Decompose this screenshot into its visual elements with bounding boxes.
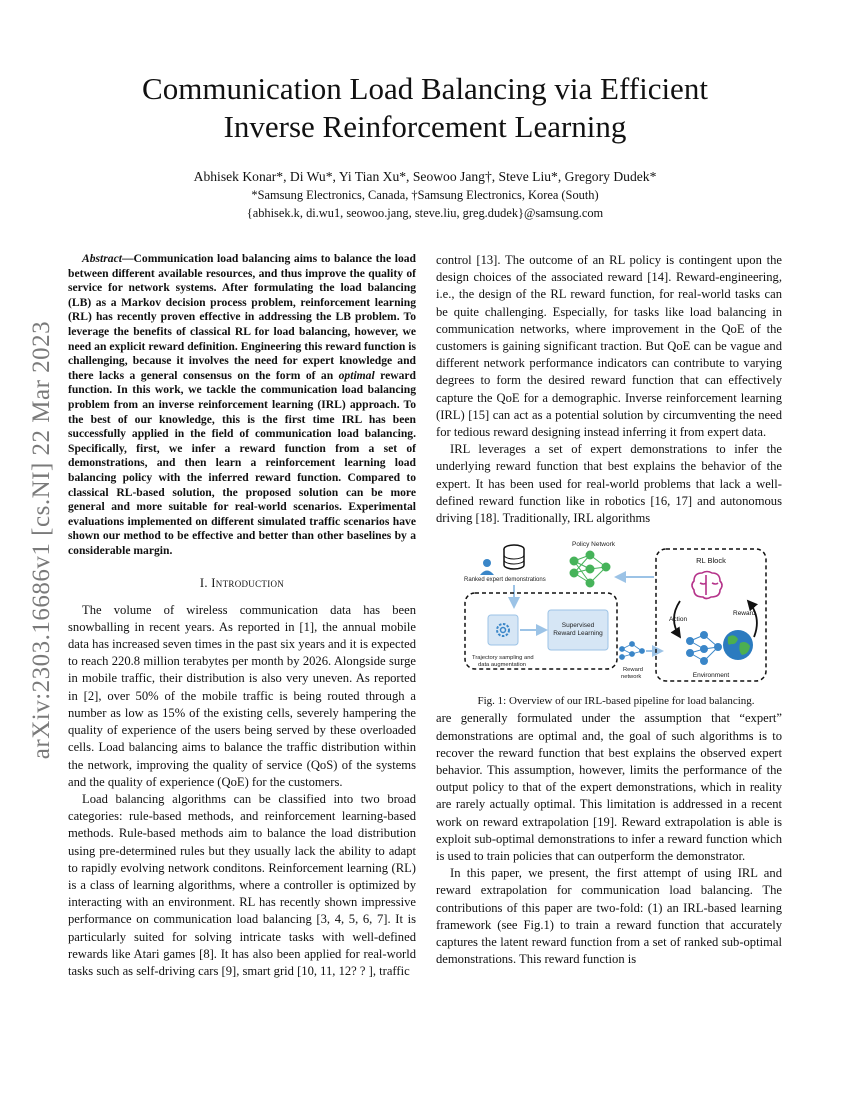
label-supervised-1: Supervised xyxy=(561,622,595,630)
label-trajectory-2: data augmentation xyxy=(478,662,527,669)
label-reward-network-2: network xyxy=(621,674,642,681)
expert-user-icon xyxy=(480,559,494,575)
policy-network-icon xyxy=(570,551,610,587)
reward-network-icon xyxy=(620,642,645,660)
abstract-label: Abstract xyxy=(82,252,122,265)
brain-icon xyxy=(692,572,722,599)
pipeline-diagram xyxy=(436,539,782,689)
left-column xyxy=(68,252,416,980)
trajectory-gear-box xyxy=(488,615,518,645)
emails: {abhisek.k, di.wu1, seowoo.jang, steve.liu, greg.dudek}@samsung.com xyxy=(246,206,604,220)
intro-paragraph-1: The volume of wireless communication data has been snowballing in recent years. As reported in [1], the annual mobile data has increased seven times in the past six years and it is expected to reach 220.8 million terabytes per month by 2026. Alongside surge in mobile traffic, their distribution is also very uneven. As reported in [2], over 50% of the mobile traffic is being routed through a number as low as 15% of the existing cells, severely hampering the quality of experience of the users being served by these overloaded cells. Load balancing aims to balance the traffic distribution within the network, improving the quality of service (QoS) of the systems and the quality of experience (QoE) for the customers. xyxy=(68,602,416,789)
author-list: Abhisek Konar*, Di Wu*, Yi Tian Xu*, Seowoo Jang†, Steve Liu*, Gregory Dudek* xyxy=(193,169,657,184)
figure-caption: Fig. 1: Overview of our IRL-based pipeline for load balancing. xyxy=(477,695,755,708)
title-line-2: Inverse Reinforcement Learning xyxy=(223,109,627,144)
database-icon xyxy=(504,545,524,569)
label-action: Action xyxy=(669,616,688,624)
label-reward-network-1: Reward xyxy=(623,667,643,674)
arxiv-identifier: arXiv:2303.16686v1 [cs.NI] 22 Mar 2023 xyxy=(28,320,55,760)
label-ranked-demos: Ranked expert demonstrations xyxy=(464,577,546,584)
right-paragraph-2: IRL leverages a set of expert demonstrations to infer the underlying reward function that best explains the behavior of the expert. It has been used for real-world problems that lack a well-defined reward function like in robotics [16, 17] and autonomous driving [18]. Traditionally, IRL algorithms xyxy=(436,442,782,526)
environment-network-icon xyxy=(687,632,722,665)
label-environment: Environment xyxy=(692,672,730,680)
section-heading-introduction: I. Introduction xyxy=(199,576,285,591)
right-paragraph-3: are generally formulated under the assumption that “expert” demonstrations are optimal and, the goal of such algorithms is to recover the reward function that best explains the observed expert behavior. This assumption, however, limits the performance of the output policy to that of the expert demonstrations, which in reality are rarely actually optimal. This limitation is addressed in a recent work on reward extrapolation [19]. Reward extrapolation is able is exploit sub-optimal demonstrations to infer a reward function which is used to train policies that can outperform the demonstrator. xyxy=(436,711,782,864)
globe-icon xyxy=(723,630,753,660)
right-column xyxy=(436,252,782,969)
affiliations: *Samsung Electronics, Canada, †Samsung Electronics, Korea (South) xyxy=(251,188,599,202)
abstract-text: —Communication load balancing aims to balance the load between different available resources, and thus improve the quality of service for network systems. After formulating the load balancing (LB) as a Markov decision process problem, reinforcement learning (RL) has recently proven effective in addressing the LB problem. To leverage the benefits of classical RL for load balancing, however, we need an explicit reward definition. Engineering this reward function is challenging, because it involves the need for expert knowledge and there lacks a general consensus on the form of an optimal reward function. In this work, we tackle the communication load balancing problem from an inverse reinforcement learning (IRL) approach. To the best of our knowledge, this is the first time IRL has been successfully applied in the field of communication load balancing. Specifically, first, we infer a reward function from a set of demonstrations, and then learn a reinforcement learning load balancing policy with the inferred reward function. Compared to classical RL-based solution, the proposed solution can be more general and more suitable for real-world scenarios. Experimental evaluations implemented on different simulated traffic scenarios have shown our method to be effective and better than other baselines by a considerable margin. xyxy=(68,252,416,557)
label-trajectory-1: Trajectory sampling and xyxy=(472,655,534,662)
author-block xyxy=(90,168,760,222)
figure-1 xyxy=(436,539,782,689)
right-paragraph-1: control [13]. The outcome of an RL policy is contingent upon the design choices of the associated reward [14]. Reward-engineering, i.e., the design of the RL reward function, for real-world tasks can be quite challenging. Especially, for tasks like load balancing in communication networks, where improvement in the QoE of the customers is gaining significant traction. But QoE can be vague and different network performance indicators can contribute to varying degrees to form the desired reward function that can effectively capture the QoE for a demographic. Inverse reinforcement learning (IRL) [15] can act as a potential solution by circumventing the need for tedious reward designing instead inferring it from expert data. xyxy=(436,253,782,440)
right-paragraph-4: In this paper, we present, the first attempt of using IRL and reward extrapolation for communication load balancing. The contributions of this paper are two-fold: (1) an IRL-based learning framework (see Fig.1) to train a reward function that accurately captures the latent reward function from a set of ranked sub-optimal demonstrations. This reward function is xyxy=(436,866,782,967)
label-policy-network: Policy Network xyxy=(572,541,615,549)
label-supervised-2: Reward Learning xyxy=(553,630,603,638)
intro-paragraph-2: Load balancing algorithms can be classified into two broad categories: rule-based methods, and reinforcement learning-based methods. Rule-based methods aim to balance the load distribution using pre-determined rules but they usually lack the ability to adapt to rapidly evolving network conditons. Reinforcement learning (RL) is a class of learning algorithms, where a controller is optimized by interacting with an environment. RL has recently shown impressive performance on communication load balancing [3, 4, 5, 6, 7]. It is particularly suited for solving intricate tasks with well-defined rewards like Atari games [8]. It has also been applied for real-world tasks such as self-driving cars [9], smart grid [10, 11, 12? ? ], traffic xyxy=(68,791,416,978)
label-rl-block: RL Block xyxy=(696,556,726,566)
abstract xyxy=(68,252,416,558)
label-reward: Reward xyxy=(733,610,756,618)
arxiv-sidebar xyxy=(22,290,62,790)
title-line-1: Communication Load Balancing via Efficient xyxy=(142,71,708,106)
paper-title xyxy=(90,70,760,146)
